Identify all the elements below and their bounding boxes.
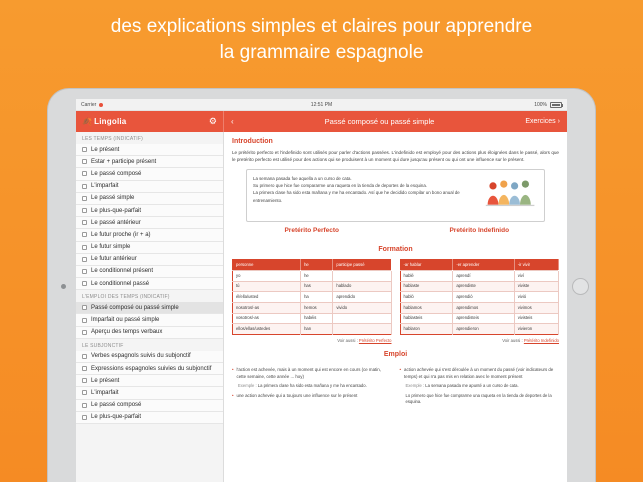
sidebar-item-label: Expressions espagnoles suivies du subjonctif	[91, 365, 212, 372]
sidebar-item-le-futur-proche[interactable]	[76, 229, 223, 241]
checkbox-icon[interactable]	[82, 184, 87, 189]
table-cell: vosotros/-as	[233, 313, 301, 324]
ios-status-bar	[76, 99, 567, 111]
table-cell: has	[301, 281, 333, 292]
conjugation-tables	[232, 259, 559, 344]
column-title-perfecto: Pretérito Perfecto	[284, 227, 340, 235]
sidebar-item-le-futur-anterieur[interactable]	[76, 254, 223, 266]
introduction-heading: Introduction	[232, 138, 273, 145]
see-also-label: Voir aussi :	[337, 337, 358, 343]
table-cell: vivimos	[514, 302, 558, 313]
emploi-column-right	[400, 364, 560, 409]
brand-label: Lingolia	[94, 117, 127, 126]
sidebar-section-header: LE SUBJONCTIF	[82, 342, 124, 349]
table-cell: tú	[233, 281, 301, 292]
front-camera-icon	[61, 284, 66, 289]
example-line	[406, 393, 560, 406]
table-row	[233, 302, 392, 313]
see-also-link[interactable]: Prétérito Perfecto	[358, 337, 392, 343]
table-cell: hablé	[400, 270, 453, 281]
emploi-heading: Emploi	[383, 351, 408, 359]
table-cell	[333, 313, 391, 324]
sidebar-item-subj-l-imparfait[interactable]	[76, 387, 223, 399]
sidebar-item-le-passe-simple[interactable]	[76, 193, 223, 205]
sidebar-section-header: L'EMPLOI DES TEMPS (INDICATIF)	[82, 294, 170, 301]
checkbox-icon[interactable]	[82, 305, 87, 310]
example-line: La semana pasada fue aquella a un curso de cata.	[253, 175, 352, 181]
introduction-paragraph: Le prétérito perfecto et l'indefinido sont utilisés pour parler d'actions passées. L'indefinido est employé pour des actions plus éloignées dans le passé, alors que le pretérito perfecto est utilisé pour des actions qui se produisent à un moment qui dure jusqu'au présent ou qui ont une influence sur le présent.	[232, 150, 559, 163]
checkbox-icon[interactable]	[82, 208, 87, 213]
checkbox-icon[interactable]	[82, 366, 87, 371]
table-cell: habló	[400, 292, 453, 303]
sidebar-item-label: Le conditionnel passé	[91, 280, 150, 287]
checkbox-icon[interactable]	[82, 159, 87, 164]
conjugation-table-indefinido	[400, 259, 560, 335]
example-prefix: Exemple :	[238, 383, 257, 389]
carrier-label: Carrier	[81, 101, 97, 108]
example-line	[238, 383, 392, 390]
sidebar-item-label: Le passé simple	[91, 195, 135, 202]
promo-headline	[0, 14, 643, 66]
table-row	[233, 324, 392, 335]
table-header-cell: -ar hablar	[400, 259, 453, 270]
see-also-link[interactable]: Prétérito Indefinido	[523, 337, 559, 343]
table-header-cell: -er aprender	[453, 259, 514, 270]
list-item	[232, 393, 392, 400]
sidebar-item-label: L'imparfait	[91, 183, 119, 190]
lesson-pane[interactable]	[224, 132, 567, 482]
checkbox-icon[interactable]	[82, 330, 87, 335]
emploi-column-left	[232, 364, 392, 409]
sidebar-item-label: L'imparfait	[91, 389, 119, 396]
table-cell: han	[301, 324, 333, 335]
example-text: Lo primero que hice fue comprarme una raqueta en la tienda de deportes de la esquina.	[405, 392, 552, 405]
sidebar-item-label: Le présent	[91, 146, 120, 153]
table-cell: habéis	[301, 313, 333, 324]
app-content	[76, 132, 567, 482]
bullet-icon: •	[232, 367, 234, 373]
table-cell: hablaste	[400, 281, 453, 292]
sidebar-item-label: Aperçu des temps verbaux	[91, 329, 163, 336]
clock-label: 12:51 PM	[310, 101, 333, 108]
checkbox-icon[interactable]	[82, 318, 87, 323]
sidebar-item-le-conditionnel-present[interactable]	[76, 266, 223, 278]
ipad-device-frame	[47, 88, 596, 482]
table-row	[400, 281, 559, 292]
sidebar-item-verbes-suivis-subjonctif[interactable]	[76, 351, 223, 363]
table-cell: aprendiste	[453, 281, 514, 292]
list-item	[400, 367, 560, 380]
chevron-right-icon: ›	[557, 118, 560, 125]
sidebar-item-label: Estar + participe présent	[91, 158, 157, 165]
checkbox-icon[interactable]	[82, 220, 87, 225]
table-cell: aprendió	[453, 292, 514, 303]
checkbox-icon[interactable]	[82, 415, 87, 420]
list-item-text: action achevée qui s'est déroulée à un moment du passé (voir indicateurs de temps) et qui n'a pas mis en relation avec le moment présent	[404, 367, 554, 379]
headline-line-1: des explications simples et claires pour apprendre	[110, 16, 533, 37]
sidebar-item-label: Le futur antérieur	[91, 256, 137, 263]
exercises-label: Exercices	[525, 118, 556, 125]
table-cell: hablaron	[400, 324, 453, 335]
table-cell: aprendimos	[453, 302, 514, 313]
sidebar-item-label: Le plus-que-parfait	[91, 207, 142, 214]
table-cell: hemos	[301, 302, 333, 313]
table-row	[400, 324, 559, 335]
table-cell: hablasteis	[400, 313, 453, 324]
sidebar-item-label: Le futur simple	[91, 244, 131, 251]
table-row	[233, 270, 392, 281]
table-row	[400, 270, 559, 281]
app-toolbar	[76, 111, 567, 132]
sidebar-item-label: Le passé composé	[91, 170, 142, 177]
table-cell: vivisteis	[514, 313, 558, 324]
sidebar-item-le-passe-anterieur[interactable]	[76, 217, 223, 229]
example-prefix: Exemple :	[405, 383, 425, 389]
table-cell: él/ella/usted	[233, 292, 301, 303]
example-line: Su primero que hice fue compararme una raqueta en la tienda de deportes de la esquina.	[253, 183, 428, 189]
bullet-icon: •	[232, 392, 234, 398]
table-row	[233, 313, 392, 324]
table-cell: aprendieron	[453, 324, 514, 335]
see-also-indefinido	[400, 338, 560, 344]
sidebar-item-label: Le présent	[91, 377, 120, 384]
table-cell: hablamos	[400, 302, 453, 313]
table-row	[400, 302, 559, 313]
column-preterito-perfecto	[232, 226, 392, 238]
checkbox-icon[interactable]	[82, 147, 87, 152]
sidebar-item-le-futur-simple[interactable]	[76, 242, 223, 254]
table-row	[400, 292, 559, 303]
sidebar-item-subj-le-plus-que-parfait[interactable]	[76, 412, 223, 424]
table-cell: nosotros/-as	[233, 302, 301, 313]
table-cell: aprendisteis	[453, 313, 514, 324]
sidebar-item-le-present[interactable]	[76, 144, 223, 156]
headline-line-2: la grammaire espagnole	[219, 42, 424, 63]
example-text: La semana pasada me apunté a un curso de cata.	[425, 383, 519, 389]
home-button[interactable]	[572, 278, 589, 295]
exercises-button[interactable]	[525, 118, 560, 125]
table-row	[400, 313, 559, 324]
ipad-screen	[76, 99, 567, 482]
table-cell: yo	[233, 270, 301, 281]
app-brand[interactable]	[82, 117, 126, 126]
table-header-cell: he	[301, 259, 333, 270]
table-cell	[333, 270, 391, 281]
battery-icon	[550, 102, 562, 108]
table-cell: vivió	[514, 292, 558, 303]
sidebar-navigation[interactable]	[76, 132, 224, 482]
column-title-indefinido: Pretérito Indefinido	[449, 227, 510, 235]
table-cell	[333, 324, 391, 335]
formation-heading: Formation	[378, 245, 413, 253]
table-cell: ha	[301, 292, 333, 303]
checkbox-icon[interactable]	[82, 403, 87, 408]
checkbox-icon[interactable]	[82, 281, 87, 286]
tense-columns	[232, 226, 559, 238]
sidebar-section-header: LES TEMPS (INDICATIF)	[82, 136, 143, 142]
sidebar-item-label: Le passé composé	[91, 402, 142, 409]
sidebar-item-l-imparfait[interactable]	[76, 181, 223, 193]
checkbox-icon[interactable]	[82, 245, 87, 250]
sidebar-item-label: Le conditionnel présent	[91, 268, 154, 275]
example-line	[406, 383, 560, 390]
example-line: La primera clase ha sido esta mañana y me ha encantado. Así que he decidido compilar un bono anual de entrenamiento.	[253, 190, 460, 203]
table-row	[233, 292, 392, 303]
sidebar-item-label: Le passé antérieur	[91, 219, 141, 226]
table-cell: vivido	[333, 302, 391, 313]
gear-icon[interactable]: ⚙	[208, 116, 217, 126]
checkbox-icon[interactable]	[82, 196, 87, 201]
see-also-label: Voir aussi :	[502, 337, 523, 343]
sidebar-item-label: Le futur proche (ir + a)	[91, 231, 151, 238]
sidebar-item-subj-le-passe-compose[interactable]	[76, 400, 223, 412]
people-illustration	[484, 175, 538, 216]
sidebar-item-imparfait-ou-passe-simple[interactable]	[76, 314, 223, 326]
table-cell: he	[301, 270, 333, 281]
checkbox-icon[interactable]	[82, 378, 87, 383]
list-item	[232, 367, 392, 380]
conjugation-table-perfecto	[232, 259, 392, 335]
sidebar-item-apercu-des-temps-verbaux[interactable]	[76, 327, 223, 339]
checkbox-icon[interactable]	[82, 257, 87, 262]
list-item-text: l'action est achevée, mais à un moment qui est encore en cours (ce matin, cette semaine, cette année ... hoy)	[236, 367, 381, 379]
table-cell: ellos/ellas/ustedes	[233, 324, 301, 335]
example-box	[246, 169, 545, 222]
sidebar-item-passe-compose-ou-passe-simple[interactable]	[76, 302, 223, 314]
list-item-text: une action achevée qui a toujours une influence sur le présent	[236, 392, 358, 398]
sidebar-item-label: Imparfait ou passé simple	[91, 317, 160, 324]
sidebar-item-label: Le plus-que-parfait	[91, 414, 142, 421]
app-toolbar-sidebar-header	[76, 111, 224, 132]
sidebar-item-subj-le-present[interactable]	[76, 375, 223, 387]
page-title: Passé composé ou passé simple	[324, 117, 435, 126]
sidebar-item-le-passe-compose[interactable]	[76, 168, 223, 180]
checkbox-icon[interactable]	[82, 232, 87, 237]
example-text: La primera clase ha sido esta mañana y me ha encantado.	[257, 383, 367, 389]
table-cell: aprendido	[333, 292, 391, 303]
table-row	[233, 281, 392, 292]
emploi-columns	[232, 364, 559, 409]
bullet-icon: •	[399, 367, 402, 373]
sidebar-item-expressions-suivies-subjonctif[interactable]	[76, 363, 223, 375]
table-header-cell: personne	[233, 259, 301, 270]
table-cell: viví	[514, 270, 558, 281]
checkbox-icon[interactable]	[82, 354, 87, 359]
sidebar-item-le-plus-que-parfait[interactable]	[76, 205, 223, 217]
checkbox-icon[interactable]	[82, 269, 87, 274]
sidebar-item-le-conditionnel-passe[interactable]	[76, 278, 223, 290]
checkbox-icon[interactable]	[82, 390, 87, 395]
table-cell: viviste	[514, 281, 558, 292]
checkbox-icon[interactable]	[82, 171, 87, 176]
sidebar-item-label: Passé composé ou passé simple	[91, 304, 179, 311]
see-also-perfecto	[232, 338, 392, 344]
wifi-icon	[99, 103, 103, 107]
sidebar-item-label: Verbes espagnols suivis du subjonctif	[91, 353, 191, 360]
table-cell: hablado	[333, 281, 391, 292]
column-preterito-indefinido	[400, 226, 560, 238]
battery-percent-label: 100%	[534, 101, 547, 108]
table-header-cell: -ir vivir	[514, 259, 558, 270]
leaf-icon: 🍂	[82, 116, 93, 126]
table-header-cell: participe passé	[333, 259, 391, 270]
sidebar-item-estar-participe-present[interactable]	[76, 156, 223, 168]
table-cell: vivieron	[514, 324, 558, 335]
back-button[interactable]: ‹	[231, 117, 234, 126]
table-cell: aprendí	[453, 270, 514, 281]
